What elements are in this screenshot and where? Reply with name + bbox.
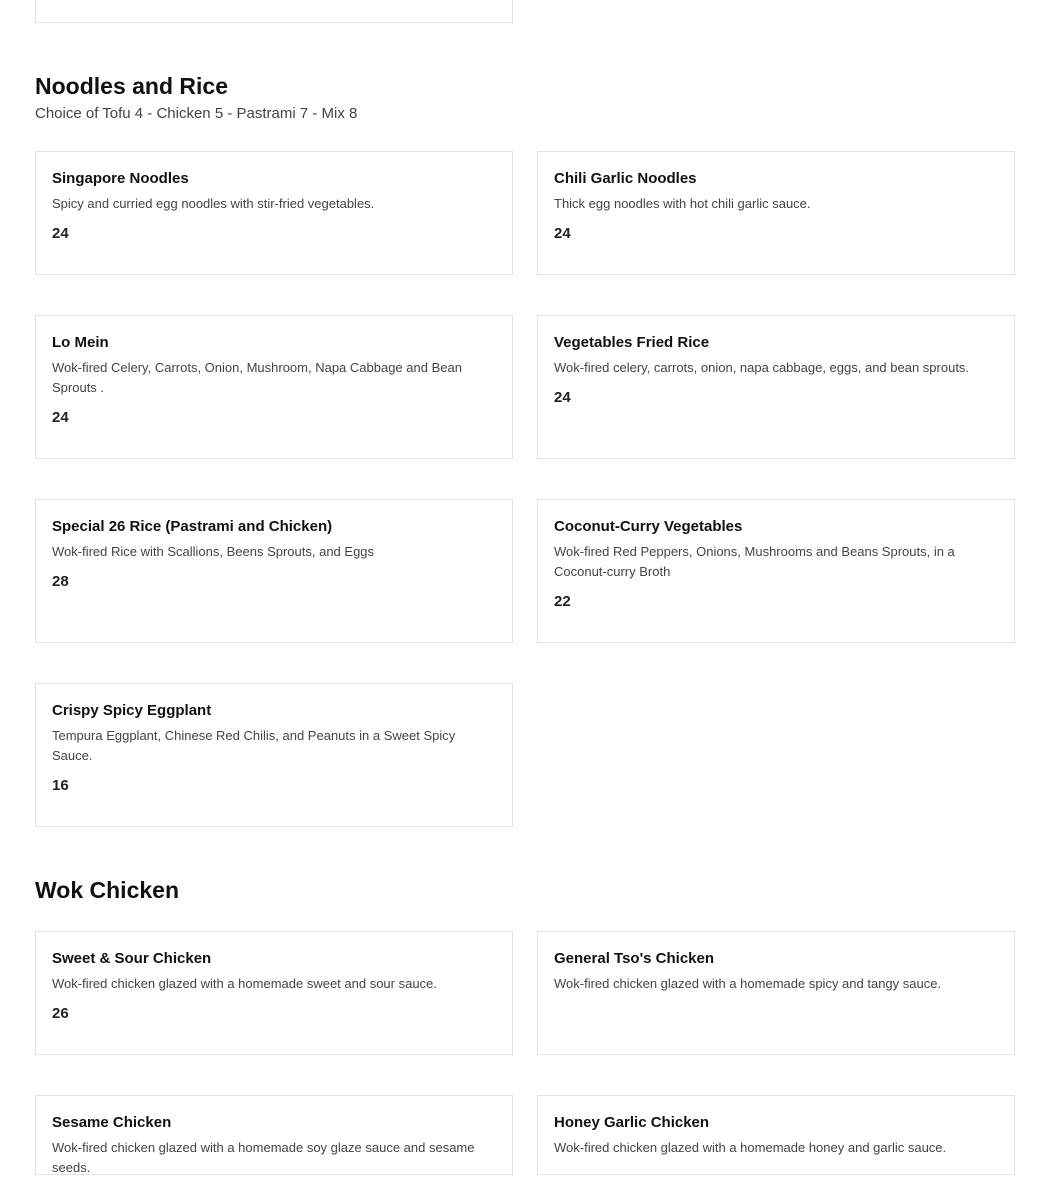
item-price: 28 (52, 573, 69, 590)
item-name: Crispy Spicy Eggplant (52, 702, 212, 719)
section-title: Wok Chicken (35, 877, 179, 903)
menu-item-card[interactable] (35, 0, 513, 23)
item-price: 24 (554, 225, 571, 242)
section-title: Noodles and Rice (35, 73, 228, 99)
item-description: Wok-fired Red Peppers, Onions, Mushrooms and Beans Sprouts, in a Coconut-curry Broth (554, 544, 955, 579)
menu-item-card[interactable] (537, 315, 1015, 459)
menu-item-card[interactable] (35, 151, 513, 275)
item-price: 24 (554, 389, 571, 406)
item-price: 26 (52, 1005, 69, 1022)
item-description: Wok-fired chicken glazed with a homemade honey and garlic sauce. (554, 1140, 947, 1155)
menu-item-card[interactable] (35, 1095, 513, 1175)
item-description: Wok-fired chicken glazed with a homemade sweet and sour sauce. (52, 976, 437, 991)
menu-item-card[interactable] (537, 1095, 1015, 1175)
section-subtitle: Choice of Tofu 4 - Chicken 5 - Pastrami 7 - Mix 8 (35, 105, 358, 122)
item-name: Chili Garlic Noodles (554, 170, 697, 187)
item-name: General Tso's Chicken (554, 950, 715, 967)
menu-item-card[interactable] (35, 315, 513, 459)
item-description: Wok-fired celery, carrots, onion, napa cabbage, eggs, and bean sprouts. (554, 360, 970, 375)
menu-item-card[interactable] (537, 151, 1015, 275)
item-description: Thick egg noodles with hot chili garlic sauce. (554, 196, 811, 211)
item-name: Special 26 Rice (Pastrami and Chicken) (52, 518, 333, 535)
item-description: Tempura Eggplant, Chinese Red Chilis, and Peanuts in a Sweet Spicy Sauce. (52, 728, 456, 763)
item-description: Wok-fired chicken glazed with a homemade soy glaze sauce and sesame seeds. (52, 1140, 475, 1175)
menu-item-card[interactable] (537, 931, 1015, 1055)
item-name: Sesame Chicken (52, 1114, 172, 1131)
item-description: Wok-fired chicken glazed with a homemade spicy and tangy sauce. (554, 976, 942, 991)
item-name: Coconut-Curry Vegetables (554, 518, 743, 535)
item-price: 24 (52, 225, 69, 242)
item-name: Lo Mein (52, 334, 109, 351)
menu-item-card[interactable] (35, 683, 513, 827)
item-description: Spicy and curried egg noodles with stir-fried vegetables. (52, 196, 375, 211)
item-price: 24 (52, 409, 69, 426)
menu-item-card[interactable] (35, 931, 513, 1055)
item-name: Honey Garlic Chicken (554, 1114, 710, 1131)
menu-item-card[interactable] (537, 499, 1015, 643)
item-name: Sweet & Sour Chicken (52, 950, 212, 967)
item-price: 16 (52, 777, 69, 794)
item-price: 22 (554, 593, 571, 610)
item-description: Wok-fired Rice with Scallions, Beens Sprouts, and Eggs (52, 544, 375, 559)
menu-item-card[interactable] (35, 499, 513, 643)
item-name: Singapore Noodles (52, 170, 189, 187)
item-description: Wok-fired Celery, Carrots, Onion, Mushroom, Napa Cabbage and Bean Sprouts . (52, 360, 462, 395)
item-name: Vegetables Fried Rice (554, 334, 710, 351)
